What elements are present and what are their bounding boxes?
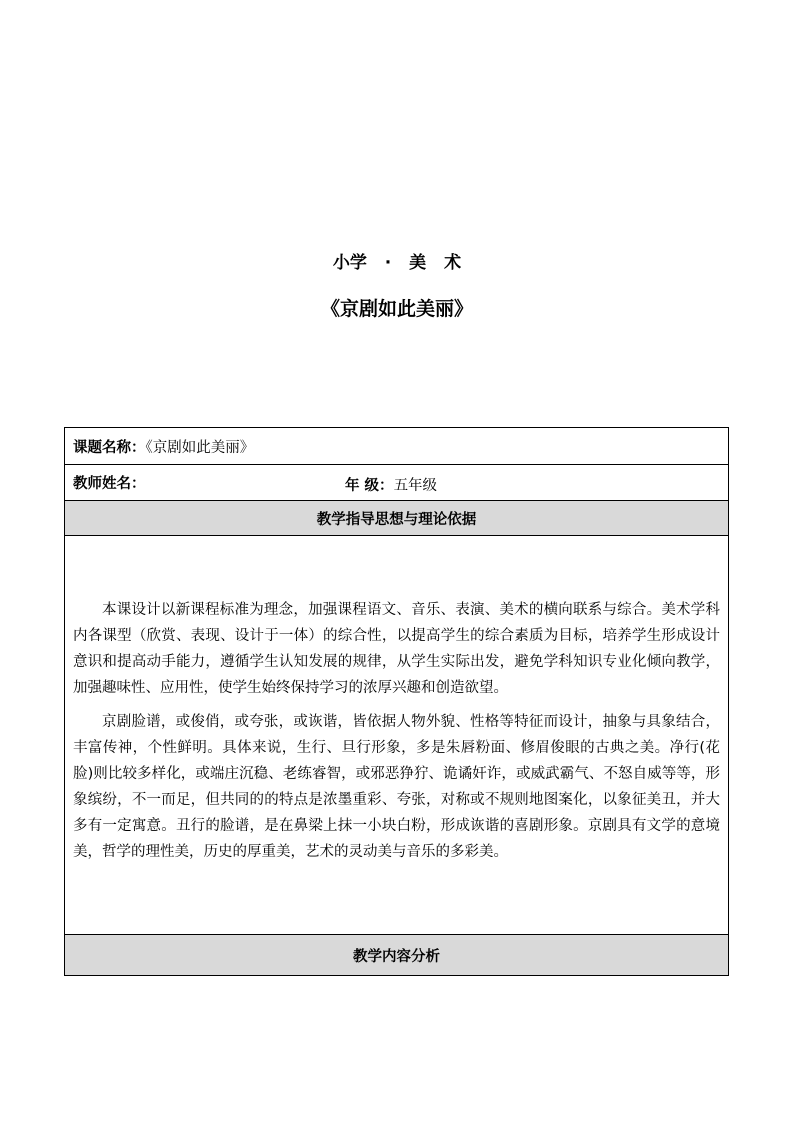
lesson-plan-table xyxy=(64,427,729,976)
course-label: 课题名称： xyxy=(73,439,146,456)
section1-body xyxy=(65,536,729,935)
subject-b xyxy=(409,248,461,273)
section1-heading: 教学指导思想与理论依据 xyxy=(65,501,729,536)
section2-heading-row xyxy=(65,935,729,976)
section1-paragraph-2: 京剧脸谱，或俊俏，或夸张，或诙谐，皆依据人物外貌、性格等特征而设计，抽象与具象结合，丰富传神，个性鲜明。具体来说，生行、旦行形象，多是朱唇粉面、修眉俊眼的古典之美。净行(花脸)则比较多样化，或端庄沉稳、老练睿智，或邪恶狰狞、诡谲奸诈，或威武霸气、不怒自威等等，形象缤纷，不一而足，但共同的的特点是浓墨重彩、夸张，对称或不规则地图案化，以象征美丑，并大多有一定寓意。丑行的脸谱，是在鼻梁上抹一小块白粉，形成诙谐的喜剧形象。京剧具有文学的意境美，哲学的理性美，历史的厚重美，艺术的灵动美与音乐的多彩美。 xyxy=(73,714,720,860)
section1-paragraph-1: 本课设计以新课程标准为理念，加强课程语文、音乐、表演、美术的横向联系与综合。美术学科内各课型（欣赏、表现、设计于一体）的综合性，以提高学生的综合素质为目标，培养学生形成设计意识和提高动手能力，遵循学生认知发展的规律，从学生实际出发，避免学科知识专业化倾向教学，加强趣味性、应用性，使学生始终保持学习的浓厚兴趣和创造欲望。 xyxy=(73,602,720,696)
lesson-title: 《京剧如此美丽》 xyxy=(320,298,473,320)
grade-field xyxy=(345,474,437,495)
section1-body-row xyxy=(65,536,729,935)
teacher-label: 教师姓名： xyxy=(73,476,146,492)
course-cell xyxy=(65,428,729,465)
teacher-cell xyxy=(65,465,729,501)
subject-heading xyxy=(0,248,794,273)
subject-a: 小学 xyxy=(332,253,367,273)
course-value: 《京剧如此美丽》 xyxy=(145,439,255,456)
course-row xyxy=(65,428,729,465)
grade-label: 年 级： xyxy=(345,478,394,494)
teacher-row xyxy=(65,465,729,501)
section1-heading-row xyxy=(65,501,729,536)
grade-value: 五年级 xyxy=(393,478,438,494)
subject-separator: · xyxy=(384,253,392,273)
subject-b-char2: 术 xyxy=(444,253,462,273)
subject-b-char1: 美 xyxy=(409,253,427,273)
section2-heading: 教学内容分析 xyxy=(65,935,729,976)
